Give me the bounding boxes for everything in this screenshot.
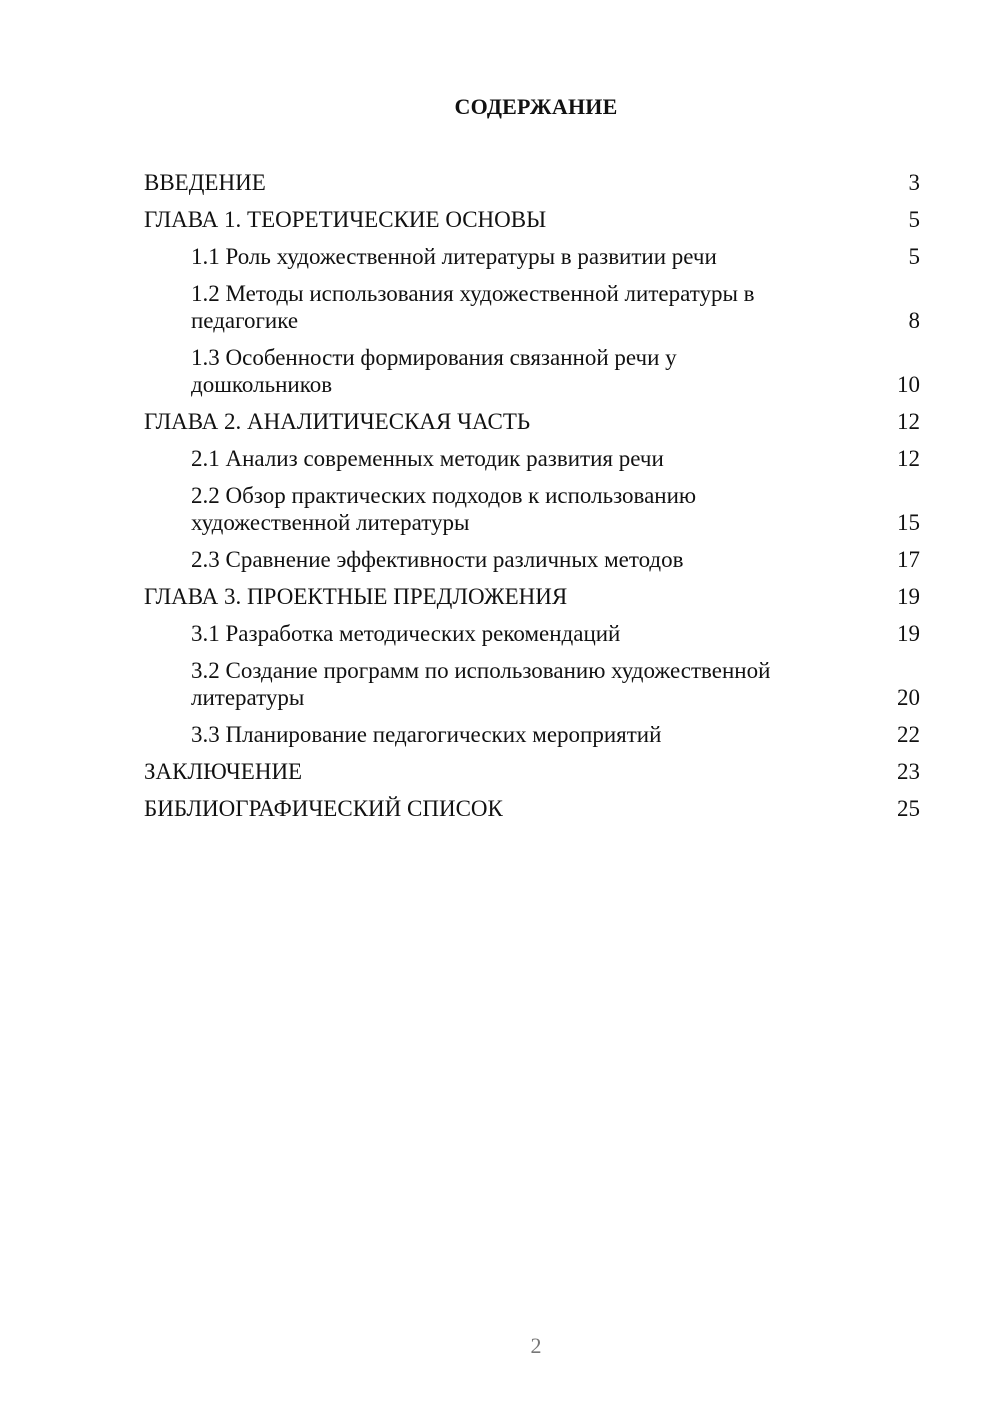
toc-entry-page: 3 (908, 170, 920, 195)
toc-entry-label: ГЛАВА 1. ТЕОРЕТИЧЕСКИЕ ОСНОВЫ (144, 207, 547, 232)
toc-entry-label: 1.1 Роль художественной литературы в развитии речи (191, 244, 717, 269)
page-title: СОДЕРЖАНИЕ (454, 94, 618, 119)
toc-entry-chapter-2[interactable] (144, 408, 920, 435)
toc-entry-page: 19 (897, 621, 920, 646)
toc-entry-page: 22 (897, 722, 920, 747)
toc-entry-page: 23 (897, 759, 920, 784)
toc-entry-section-1-1[interactable] (144, 243, 920, 270)
toc-entry-page: 19 (897, 584, 920, 609)
toc-entry-page: 12 (897, 409, 920, 434)
toc-entry-page: 15 (897, 510, 920, 535)
toc-entry-label: 3.3 Планирование педагогических мероприятий (191, 722, 662, 747)
toc-entry-chapter-3[interactable] (144, 583, 920, 610)
page-number: 2 (530, 1333, 542, 1358)
toc-entry-label: 3.2 Создание программ по использованию художественной литературы (191, 658, 771, 710)
toc-entry-page: 25 (897, 796, 920, 821)
toc-entry-section-1-3[interactable] (144, 344, 920, 398)
toc-entry-label: ВВЕДЕНИЕ (144, 170, 266, 195)
toc-entry-label: БИБЛИОГРАФИЧЕСКИЙ СПИСОК (144, 796, 503, 821)
toc-entry-chapter-1[interactable] (144, 206, 920, 233)
toc-entry-page: 5 (908, 207, 920, 232)
toc-entry-label: 2.2 Обзор практических подходов к использованию художественной литературы (191, 483, 697, 535)
toc-entry-label: ГЛАВА 3. ПРОЕКТНЫЕ ПРЕДЛОЖЕНИЯ (144, 584, 568, 609)
toc-entry-page: 20 (897, 685, 920, 710)
toc-entry-section-3-2[interactable] (144, 657, 920, 711)
toc-entry-label: ГЛАВА 2. АНАЛИТИЧЕСКАЯ ЧАСТЬ (144, 409, 531, 434)
toc-entry-section-3-1[interactable] (144, 620, 920, 647)
toc-entry-section-1-2[interactable] (144, 280, 920, 334)
toc-entry-label: ЗАКЛЮЧЕНИЕ (144, 759, 303, 784)
toc-entry-section-2-2[interactable] (144, 482, 920, 536)
toc-entry-conclusion[interactable] (144, 758, 920, 785)
toc-entry-page: 5 (908, 244, 920, 269)
table-of-contents (144, 169, 920, 822)
toc-entry-label: 1.3 Особенности формирования связанной речи у дошкольников (191, 345, 677, 397)
toc-entry-section-3-3[interactable] (144, 721, 920, 748)
toc-entry-page: 8 (908, 308, 920, 333)
toc-entry-label: 1.2 Методы использования художественной литературы в педагогике (191, 281, 755, 333)
toc-entry-page: 10 (897, 372, 920, 397)
toc-entry-introduction[interactable] (144, 169, 920, 196)
toc-entry-label: 2.1 Анализ современных методик развития речи (191, 446, 664, 471)
toc-entry-bibliography[interactable] (144, 795, 920, 822)
toc-entry-label: 3.1 Разработка методических рекомендаций (191, 621, 621, 646)
toc-entry-label: 2.3 Сравнение эффективности различных методов (191, 547, 684, 572)
toc-entry-section-2-1[interactable] (144, 445, 920, 472)
toc-entry-page: 12 (897, 446, 920, 471)
toc-entry-page: 17 (897, 547, 920, 572)
toc-entry-section-2-3[interactable] (144, 546, 920, 573)
